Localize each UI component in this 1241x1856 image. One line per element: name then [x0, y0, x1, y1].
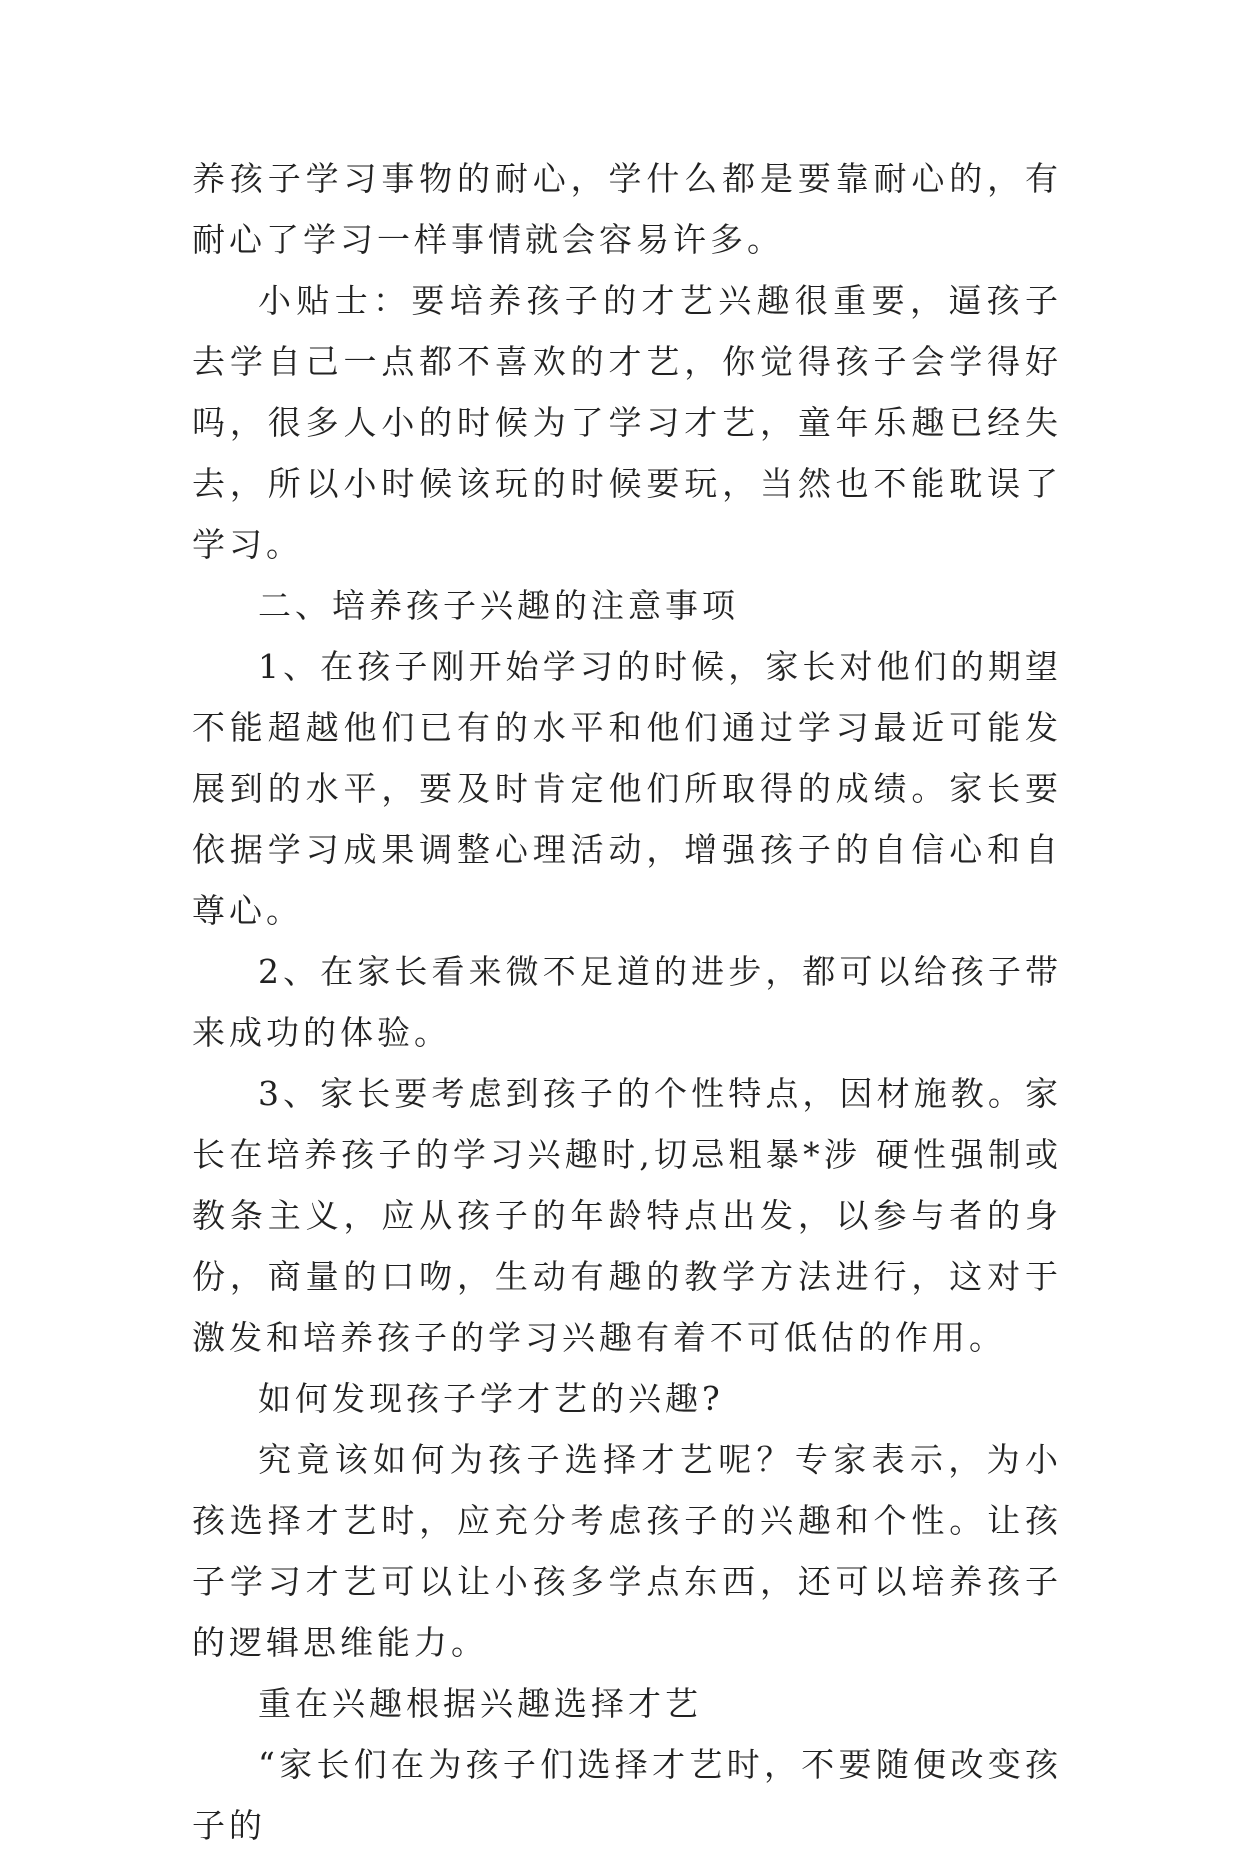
paragraph-parents-quote: “家长们在为孩子们选择才艺时，不要随便改变孩子的: [192, 1745, 1062, 1845]
section-heading-discover-interest: 如何发现孩子学才艺的兴趣?: [258, 1379, 724, 1418]
paragraph-point-3: 3、家长要考虑到孩子的个性特点，因材施教。家长在培养孩子的学习兴趣时,切忌粗暴*涉 硬性强制或教条主义，应从孩子的年龄特点出发，以参与者的身份，商量的口吻，生动有趣的教学方法进行，这对于激发和培养孩子的学习兴趣有着不可低估的作用。: [192, 1074, 1062, 1357]
paragraph-tip: 小贴士：要培养孩子的才艺兴趣很重要，逼孩子去学自己一点都不喜欢的才艺，你觉得孩子会学得好吗，很多人小的时候为了学习才艺，童年乐趣已经失去，所以小时候该玩的时候要玩，当然也不能耽误了学习。: [192, 281, 1062, 564]
section-heading-precautions: 二、培养孩子兴趣的注意事项: [258, 586, 739, 625]
section-heading-interest-first: 重在兴趣根据兴趣选择才艺: [258, 1684, 702, 1723]
paragraph-point-2: 2、在家长看来微不足道的进步，都可以给孩子带来成功的体验。: [192, 952, 1062, 1052]
document-body: [192, 148, 1062, 1856]
paragraph-point-1: 1、在孩子刚开始学习的时候，家长对他们的期望不能超越他们已有的水平和他们通过学习最近可能发展到的水平，要及时肯定他们所取得的成绩。家长要依据学习成果调整心理活动，增强孩子的自信心和自尊心。: [192, 647, 1062, 930]
paragraph-continued-patience: 养孩子学习事物的耐心，学什么都是要靠耐心的，有耐心了学习一样事情就会容易许多。: [192, 159, 1062, 259]
paragraph-choose-talent: 究竟该如何为孩子选择才艺呢？专家表示，为小孩选择才艺时，应充分考虑孩子的兴趣和个性。让孩子学习才艺可以让小孩多学点东西，还可以培养孩子的逻辑思维能力。: [192, 1440, 1062, 1662]
